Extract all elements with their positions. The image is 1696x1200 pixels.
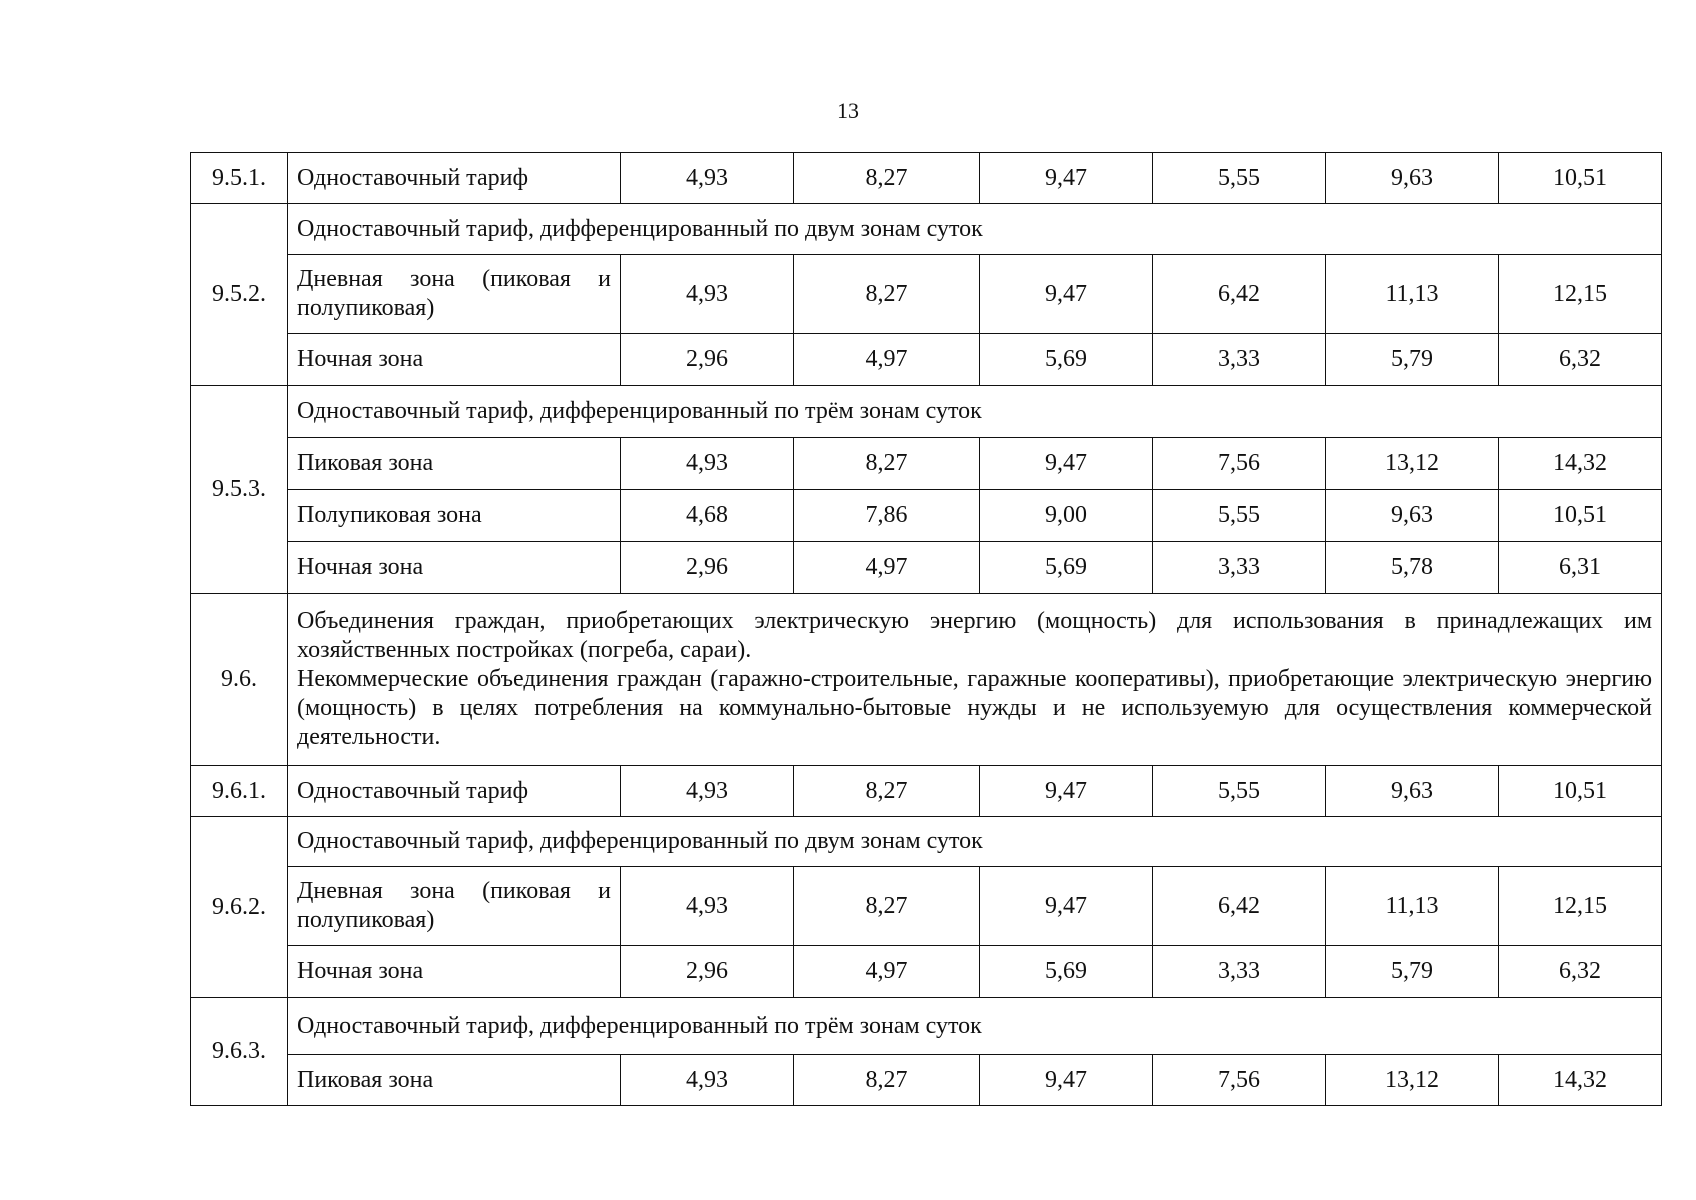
value-cell: 4,93	[621, 255, 794, 334]
value-cell: 4,97	[794, 946, 980, 998]
row-label: Ночная зона	[288, 946, 621, 998]
value-cell: 4,93	[621, 1055, 794, 1106]
value-cell: 13,12	[1326, 438, 1499, 490]
section-description	[288, 594, 1662, 766]
value-cell: 9,47	[980, 766, 1153, 817]
row-label: Дневная зона (пиковая и полупиковая)	[288, 867, 621, 946]
section-heading: Одноставочный тариф, дифференцированный по трём зонам суток	[288, 998, 1662, 1055]
section-heading: Одноставочный тариф, дифференцированный по двум зонам суток	[288, 204, 1662, 255]
value-cell: 5,69	[980, 542, 1153, 594]
value-cell: 14,32	[1499, 1055, 1662, 1106]
value-cell: 9,47	[980, 153, 1153, 204]
table-row	[191, 1055, 1662, 1106]
table-row	[191, 386, 1662, 438]
table-row	[191, 766, 1662, 817]
table-row	[191, 542, 1662, 594]
value-cell: 9,47	[980, 1055, 1153, 1106]
value-cell: 2,96	[621, 542, 794, 594]
row-label: Пиковая зона	[288, 1055, 621, 1106]
table-row	[191, 204, 1662, 255]
value-cell: 8,27	[794, 153, 980, 204]
value-cell: 13,12	[1326, 1055, 1499, 1106]
page-number: 13	[837, 98, 859, 123]
value-cell: 14,32	[1499, 438, 1662, 490]
section-heading: Одноставочный тариф, дифференцированный по двум зонам суток	[288, 817, 1662, 867]
value-cell: 12,15	[1499, 867, 1662, 946]
value-cell: 4,97	[794, 542, 980, 594]
row-label: Полупиковая зона	[288, 490, 621, 542]
value-cell: 3,33	[1153, 542, 1326, 594]
row-code: 9.6.	[191, 594, 288, 766]
row-label: Ночная зона	[288, 334, 621, 386]
value-cell: 5,79	[1326, 946, 1499, 998]
row-code: 9.6.2.	[191, 817, 288, 998]
value-cell: 5,69	[980, 334, 1153, 386]
description-paragraph: Некоммерческие объединения граждан (гаражно-строительные, гаражные кооперативы), приобретающие электрическую энергию (мощность) в целях потребления на коммунально-бытовые нужды и не используемую для осуществления коммерческой деятельности.	[297, 666, 1652, 750]
table-row	[191, 946, 1662, 998]
value-cell: 8,27	[794, 438, 980, 490]
table-row	[191, 867, 1662, 946]
value-cell: 9,63	[1326, 766, 1499, 817]
row-label: Одноставочный тариф	[288, 766, 621, 817]
value-cell: 4,93	[621, 438, 794, 490]
table-row	[191, 438, 1662, 490]
value-cell: 10,51	[1499, 766, 1662, 817]
value-cell: 5,78	[1326, 542, 1499, 594]
table-row	[191, 594, 1662, 766]
value-cell: 6,31	[1499, 542, 1662, 594]
value-cell: 10,51	[1499, 153, 1662, 204]
value-cell: 8,27	[794, 1055, 980, 1106]
value-cell: 9,63	[1326, 153, 1499, 204]
value-cell: 6,42	[1153, 255, 1326, 334]
description-paragraph: Объединения граждан, приобретающих электрическую энергию (мощность) для использования в принадлежащих им хозяйственных постройках (погреба, сараи).	[297, 608, 1652, 663]
row-code: 9.6.3.	[191, 998, 288, 1106]
value-cell: 4,93	[621, 766, 794, 817]
value-cell: 11,13	[1326, 255, 1499, 334]
value-cell: 5,55	[1153, 490, 1326, 542]
value-cell: 5,79	[1326, 334, 1499, 386]
value-cell: 9,47	[980, 255, 1153, 334]
value-cell: 4,93	[621, 867, 794, 946]
row-code: 9.5.1.	[191, 153, 288, 204]
row-code: 9.6.1.	[191, 766, 288, 817]
value-cell: 9,47	[980, 438, 1153, 490]
value-cell: 5,55	[1153, 153, 1326, 204]
tariff-table	[190, 152, 1662, 1106]
value-cell: 12,15	[1499, 255, 1662, 334]
value-cell: 4,93	[621, 153, 794, 204]
value-cell: 8,27	[794, 867, 980, 946]
row-label: Дневная зона (пиковая и полупиковая)	[288, 255, 621, 334]
value-cell: 6,32	[1499, 334, 1662, 386]
value-cell: 5,69	[980, 946, 1153, 998]
row-code: 9.5.2.	[191, 204, 288, 386]
table-row	[191, 998, 1662, 1055]
value-cell: 6,42	[1153, 867, 1326, 946]
value-cell: 8,27	[794, 255, 980, 334]
value-cell: 9,63	[1326, 490, 1499, 542]
value-cell: 11,13	[1326, 867, 1499, 946]
section-heading: Одноставочный тариф, дифференцированный по трём зонам суток	[288, 386, 1662, 438]
row-label: Одноставочный тариф	[288, 153, 621, 204]
value-cell: 5,55	[1153, 766, 1326, 817]
value-cell: 7,56	[1153, 438, 1326, 490]
table-row	[191, 255, 1662, 334]
row-label: Ночная зона	[288, 542, 621, 594]
value-cell: 4,97	[794, 334, 980, 386]
value-cell: 3,33	[1153, 334, 1326, 386]
table-row	[191, 153, 1662, 204]
value-cell: 3,33	[1153, 946, 1326, 998]
value-cell: 9,00	[980, 490, 1153, 542]
value-cell: 7,56	[1153, 1055, 1326, 1106]
table-row	[191, 817, 1662, 867]
value-cell: 10,51	[1499, 490, 1662, 542]
table-row	[191, 490, 1662, 542]
row-label: Пиковая зона	[288, 438, 621, 490]
value-cell: 7,86	[794, 490, 980, 542]
value-cell: 2,96	[621, 334, 794, 386]
value-cell: 6,32	[1499, 946, 1662, 998]
value-cell: 2,96	[621, 946, 794, 998]
value-cell: 8,27	[794, 766, 980, 817]
value-cell: 4,68	[621, 490, 794, 542]
value-cell: 9,47	[980, 867, 1153, 946]
row-code: 9.5.3.	[191, 386, 288, 594]
table-row	[191, 334, 1662, 386]
